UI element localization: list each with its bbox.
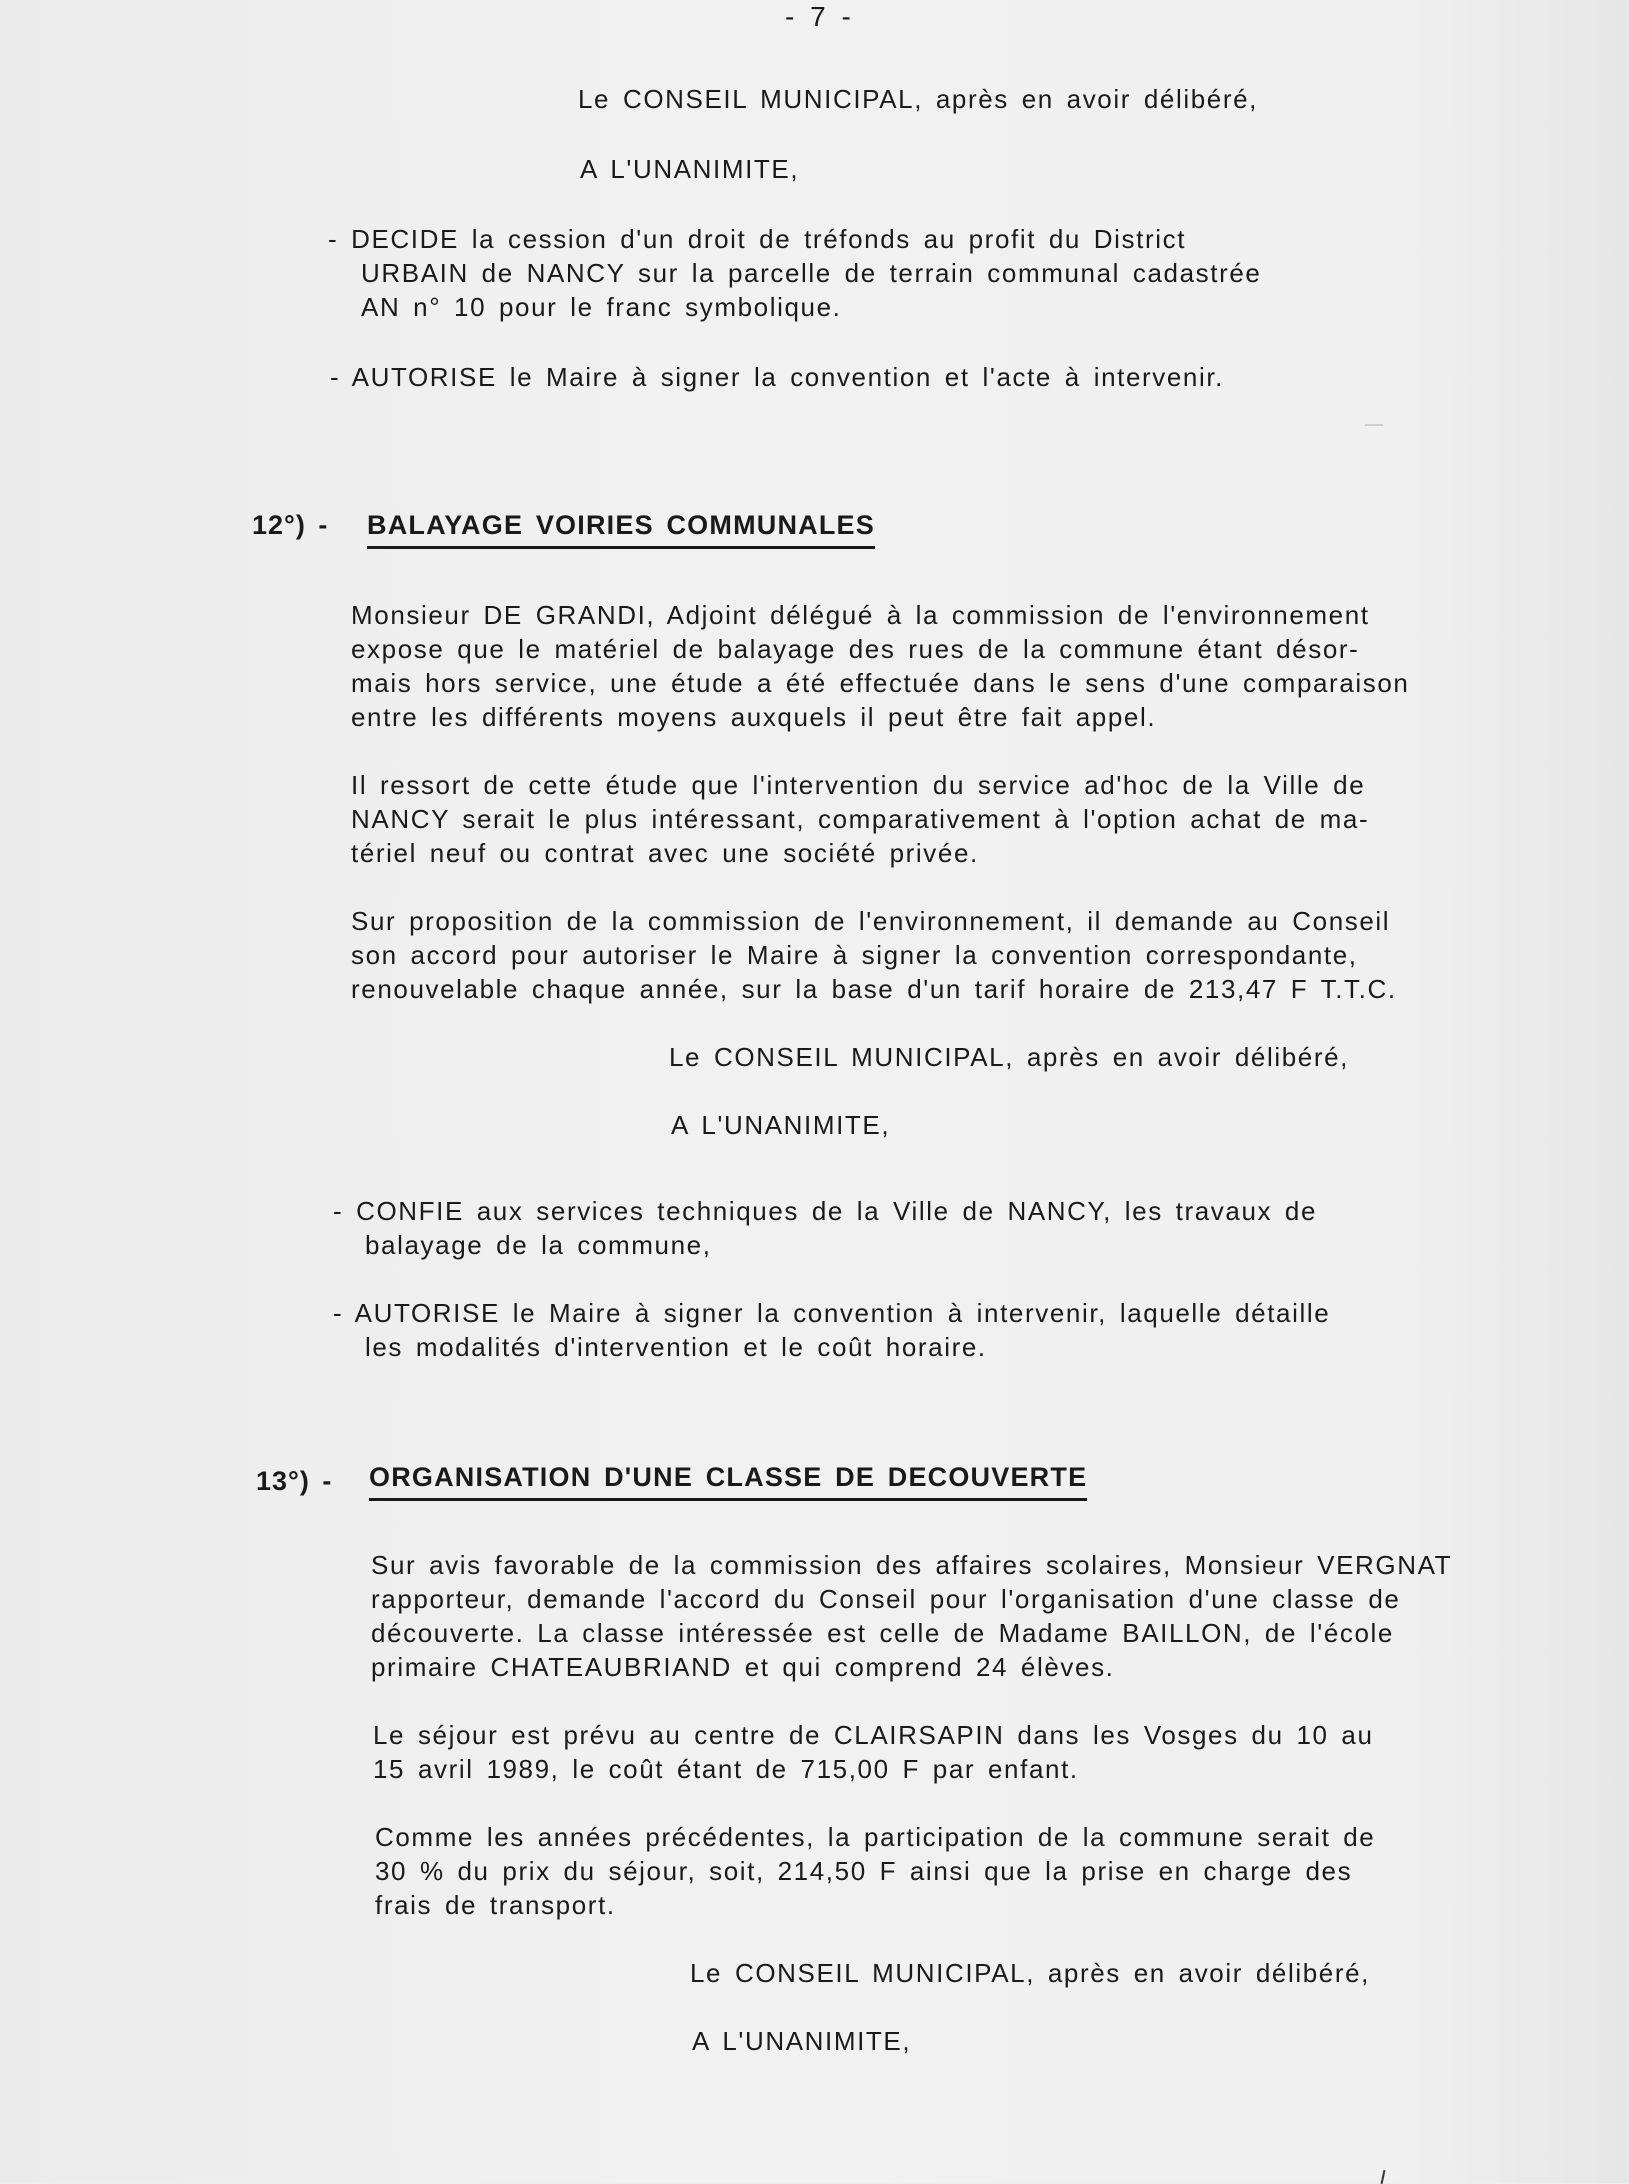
confie-item: - CONFIE aux services techniques de la Ville de NANCY, les travaux de xyxy=(333,1196,1318,1226)
section-title: ORGANISATION D'UNE CLASSE DE DECOUVERTE xyxy=(369,1460,1087,1501)
confie-line: balayage de la commune, xyxy=(365,1230,712,1260)
paragraph-line: primaire CHATEAUBRIAND et qui comprend 24 élèves. xyxy=(371,1652,1115,1682)
paragraph-line: expose que le matériel de balayage des rues de la commune étant désor- xyxy=(351,634,1360,664)
unanimite: A L'UNANIMITE, xyxy=(580,154,800,184)
decide-line: la cession d'un droit de tréfonds au profit du District xyxy=(458,224,1187,254)
decide-verb: DECIDE xyxy=(351,224,459,254)
paragraph-line: Sur avis favorable de la commission des affaires scolaires, Monsieur VERGNAT xyxy=(371,1550,1453,1580)
autorise-line: les modalités d'intervention et le coût horaire. xyxy=(365,1332,987,1362)
paragraph-line: son accord pour autoriser le Maire à signer la convention correspondante, xyxy=(351,940,1358,970)
autorise-verb: AUTORISE xyxy=(354,1298,500,1328)
autorise-text: le Maire à signer la convention et l'acte à intervenir. xyxy=(496,362,1225,392)
autorise-verb: AUTORISE xyxy=(351,362,497,392)
paragraph-line: frais de transport. xyxy=(375,1890,616,1920)
autorise-line: le Maire à signer la convention à intervenir, laquelle détaille xyxy=(499,1298,1331,1328)
conseil-deliberation: Le CONSEIL MUNICIPAL, après en avoir délibéré, xyxy=(669,1042,1349,1072)
page-number: - 7 - xyxy=(785,1,853,32)
confie-verb: CONFIE xyxy=(356,1196,464,1226)
decide-line: AN n° 10 pour le franc symbolique. xyxy=(361,292,842,322)
autorise-item: - AUTORISE le Maire à signer la convention et l'acte à intervenir. xyxy=(330,362,1225,392)
unanimite: A L'UNANIMITE, xyxy=(692,2026,912,2056)
paragraph-line: rapporteur, demande l'accord du Conseil pour l'organisation d'une classe de xyxy=(371,1584,1401,1614)
paragraph-line: Comme les années précédentes, la participation de la commune serait de xyxy=(375,1822,1376,1852)
paragraph-line: NANCY serait le plus intéressant, comparativement à l'option achat de ma- xyxy=(351,804,1370,834)
conseil-deliberation: Le CONSEIL MUNICIPAL, après en avoir délibéré, xyxy=(578,84,1258,114)
paragraph-line: entre les différents moyens auxquels il peut être fait appel. xyxy=(351,702,1157,732)
conseil-deliberation: Le CONSEIL MUNICIPAL, après en avoir délibéré, xyxy=(690,1958,1370,1988)
paragraph-line: Le séjour est prévu au centre de CLAIRSAPIN dans les Vosges du 10 au xyxy=(373,1720,1374,1750)
paragraph-line: Il ressort de cette étude que l'intervention du service ad'hoc de la Ville de xyxy=(351,770,1366,800)
section-number: 12°) - xyxy=(252,510,329,540)
paragraph-line: mais hors service, une étude a été effectuée dans le sens d'une comparaison xyxy=(351,668,1410,698)
paragraph-line: 30 % du prix du séjour, soit, 214,50 F ainsi que la prise en charge des xyxy=(375,1856,1353,1886)
smudge-mark xyxy=(1365,424,1383,426)
unanimite: A L'UNANIMITE, xyxy=(671,1110,891,1140)
paragraph-line: tériel neuf ou contrat avec une société privée. xyxy=(351,838,979,868)
section-title: BALAYAGE VOIRIES COMMUNALES xyxy=(367,508,875,549)
paragraph-line: découverte. La classe intéressée est celle de Madame BAILLON, de l'école xyxy=(371,1618,1394,1648)
confie-line: aux services techniques de la Ville de NANCY, les travaux de xyxy=(463,1196,1318,1226)
pen-mark xyxy=(1381,2170,1386,2184)
autorise-item: - AUTORISE le Maire à signer la convention à intervenir, laquelle détaille xyxy=(333,1298,1331,1328)
paragraph-line: 15 avril 1989, le coût étant de 715,00 F par enfant. xyxy=(373,1754,1079,1784)
section-number: 13°) - xyxy=(256,1466,333,1496)
paragraph-line: renouvelable chaque année, sur la base d'un tarif horaire de 213,47 F T.T.C. xyxy=(351,974,1397,1004)
paragraph-line: Monsieur DE GRANDI, Adjoint délégué à la commission de l'environnement xyxy=(351,600,1370,630)
paragraph-line: Sur proposition de la commission de l'environnement, il demande au Conseil xyxy=(351,906,1391,936)
decide-item: - DECIDE la cession d'un droit de tréfonds au profit du District xyxy=(328,224,1187,254)
decide-line: URBAIN de NANCY sur la parcelle de terrain communal cadastrée xyxy=(361,258,1262,288)
